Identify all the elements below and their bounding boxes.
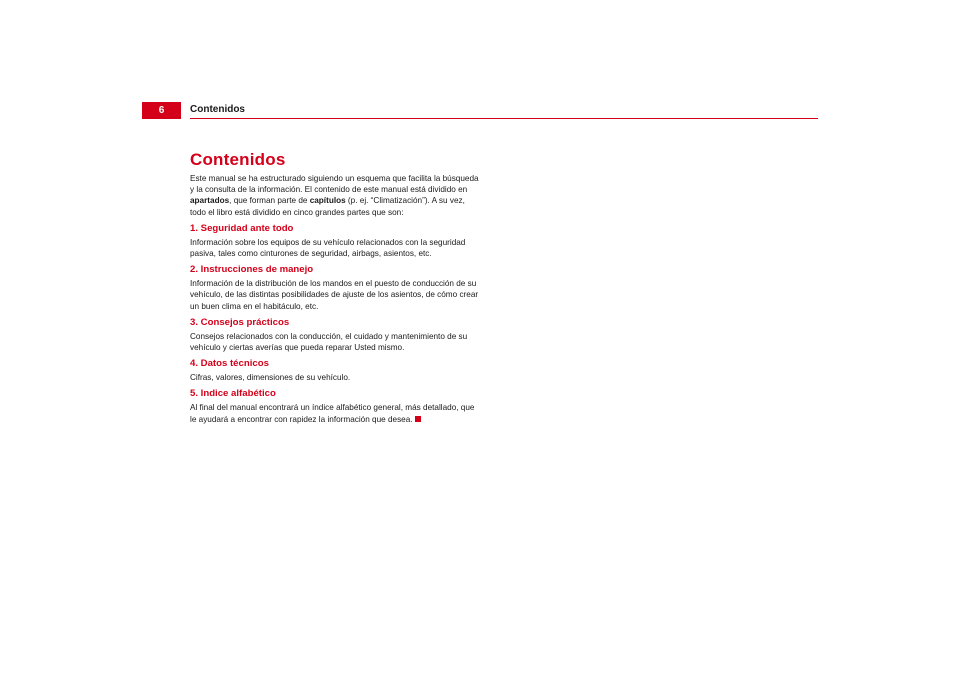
end-of-section-marker-icon xyxy=(415,416,421,422)
header-rule xyxy=(190,118,818,119)
section-heading-indice: 5. Indice alfabético xyxy=(190,388,276,400)
section-body-indice: Al final del manual encontrará un índice alfabético general, más detallado, que le ayudará a encontrar con rapidez la información que desea. xyxy=(190,403,475,424)
section-heading-consejos: 3. Consejos prácticos xyxy=(190,316,290,328)
intro-text-2: , que forman parte de xyxy=(229,196,310,206)
section-body-instrucciones: Información de la distribución de los mandos en el puesto de conducción de su vehículo, de las distintas posibilidades de ajuste de los asientos, de cómo crear un buen clima en el habitáculo, etc. xyxy=(190,279,479,311)
main-content xyxy=(190,150,480,425)
intro-text-1: Este manual se ha estructurado siguiendo un esquema que facilita la búsqueda y la consulta de la información. El contenido de este manual está dividido en xyxy=(190,174,479,195)
intro-bold-capitulos: capítulos xyxy=(309,196,346,206)
page-title: Contenidos xyxy=(190,150,286,169)
section-body-consejos: Consejos relacionados con la conducción, el cuidado y mantenimiento de su vehículo y ciertas averías que pueda reparar Usted mismo. xyxy=(190,331,468,353)
intro-paragraph xyxy=(190,173,480,218)
section-body-indice-paragraph xyxy=(190,402,480,424)
section-heading-seguridad: 1. Seguridad ante todo xyxy=(190,222,294,234)
page-number-tab xyxy=(142,102,181,119)
section-heading-datos: 4. Datos técnicos xyxy=(190,358,269,370)
intro-bold-apartados: apartados xyxy=(190,196,230,206)
intro-text-3: (p. ej. “Climatización”). A su vez, todo el libro está dividido en cinco grandes partes que son: xyxy=(190,196,465,217)
page-number: 6 xyxy=(158,105,165,116)
section-body-datos: Cifras, valores, dimensiones de su vehículo. xyxy=(190,373,351,383)
running-header-title: Contenidos xyxy=(190,104,245,115)
section-heading-instrucciones: 2. Instrucciones de manejo xyxy=(190,264,314,276)
section-body-seguridad: Información sobre los equipos de su vehículo relacionados con la seguridad pasiva, tales como cinturones de seguridad, airbags, asientos, etc. xyxy=(190,237,466,259)
